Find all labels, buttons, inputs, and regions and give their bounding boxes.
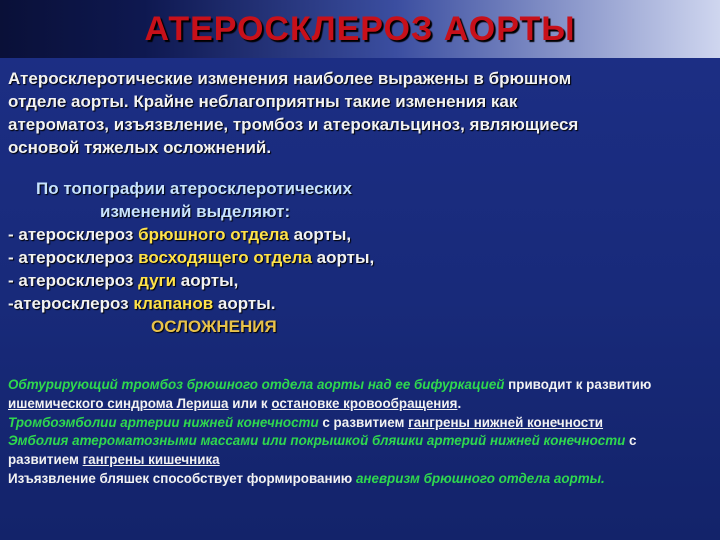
topography-section [8, 177, 478, 338]
complication-paragraph [8, 432, 708, 470]
complication-green-text: Обтурирующий тромбоз брюшного отдела аорты над ее бифуркацией [8, 377, 505, 392]
topography-item [8, 223, 478, 246]
item-prefix: -атеросклероз [8, 294, 134, 313]
complication-paragraph [8, 470, 708, 489]
item-prefix: - атеросклероз [8, 271, 139, 290]
topography-caption: изменений выделяют: [100, 202, 291, 221]
intro-line: основой тяжелых осложнений. [8, 138, 272, 157]
intro-line: отделе аорты. Крайне неблагоприятны такие изменения как [8, 92, 518, 111]
topography-caption: По топографии атеросклеротических [36, 179, 352, 198]
complication-text: с развитием [318, 414, 409, 430]
slide-title: АТЕРОСКЛЕРОЗ АОРТЫ [144, 10, 576, 48]
complication-text: Изъязвление бляшек способствует формированию [8, 470, 356, 486]
complication-underlined: гангрены кишечника [82, 452, 220, 468]
item-highlight: брюшного отдела [138, 225, 289, 244]
complication-green-text: аневризм брюшного отдела аорты. [355, 470, 605, 486]
topography-item [8, 246, 478, 269]
item-highlight: восходящего отдела [138, 248, 312, 267]
complication-text: или к [228, 395, 272, 411]
complication-green-text: Эмболия атероматозными массами или покрышкой бляшки артерий нижней конечности [8, 433, 626, 449]
intro-line: Атеросклеротические изменения наиболее выражены в брюшном [8, 69, 572, 88]
complication-text: приводит к развитию [504, 377, 652, 392]
complication-underlined: ишемического синдрома Лериша [8, 395, 229, 411]
intro-line: атероматоз, изъязвление, тромбоз и атерокальциноз, являющиеся [8, 115, 579, 134]
item-prefix: - атеросклероз [8, 248, 139, 267]
complication-text: с развитием [8, 433, 637, 468]
complications-heading: ОСЛОЖНЕНИЯ [151, 317, 277, 336]
item-highlight: дуги [138, 271, 177, 290]
item-suffix: аорты, [288, 225, 352, 244]
complication-text: . [457, 395, 462, 411]
complications-list [8, 376, 708, 489]
item-highlight: клапанов [133, 294, 214, 313]
topography-item [8, 269, 478, 292]
item-prefix: - атеросклероз [8, 225, 139, 244]
complication-underlined: остановке кровообращения [271, 395, 458, 411]
item-suffix: аорты. [213, 294, 276, 313]
topography-item [8, 292, 478, 315]
complication-paragraph [8, 376, 708, 414]
item-suffix: аорты, [176, 271, 239, 290]
complication-paragraph [8, 414, 708, 433]
intro-paragraph [8, 67, 708, 159]
complication-underlined: гангрены нижней конечности [408, 414, 604, 430]
item-suffix: аорты, [311, 248, 375, 267]
complication-green-text: Тромбоэмболии артерии нижней конечности [8, 414, 319, 430]
